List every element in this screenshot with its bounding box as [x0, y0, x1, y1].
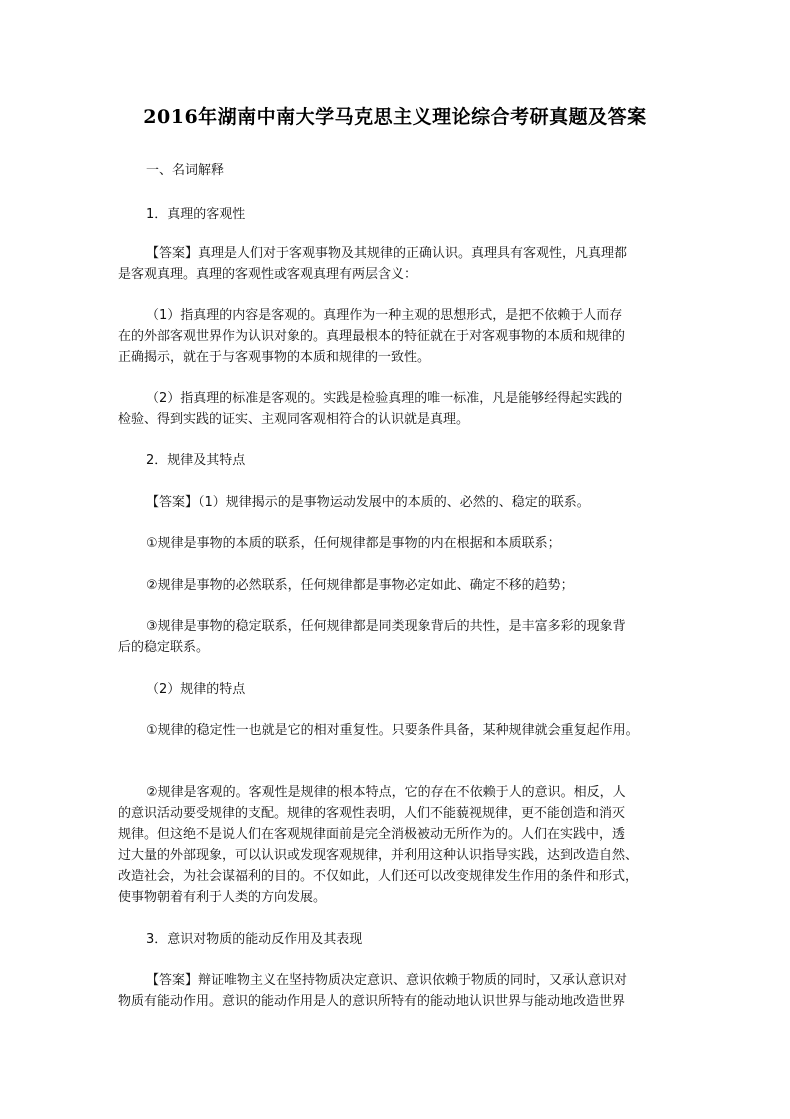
- text-line: 规律。但这绝不是说人们在客观规律面前是完全消极被动无所作为的。人们在实践中，透: [118, 827, 626, 842]
- question-1-heading: 1．真理的客观性: [146, 207, 246, 222]
- text-line: 改造社会，为社会谋福利的目的。不仅如此，人们还可以改变规律发生作用的条件和形式，: [118, 869, 639, 884]
- text-line: 正确揭示，就在于与客观事物的本质和规律的一致性。: [118, 350, 431, 365]
- text-line: 检验、得到实践的证实、主观同客观相符合的认识就是真理。: [118, 412, 470, 427]
- document-title: 2016年湖南中南大学马克思主义理论综合考研真题及答案: [143, 106, 647, 128]
- question-1-point-2: [118, 388, 678, 430]
- text-line: 过大量的外部现象，可以认识或发现客观规律，并利用这种认识指导实践，达到改造自然、: [118, 848, 639, 863]
- question-2-heading: 2．规律及其特点: [146, 453, 246, 468]
- text-line: 的意识活动要受规律的支配。规律的客观性表明，人们不能藐视规律，更不能创造和消灭: [118, 806, 626, 821]
- text-line: 物质有能动作用。意识的能动作用是人的意识所特有的能动地认识世界与能动地改造世界: [118, 994, 626, 1009]
- question-1-answer: [118, 243, 678, 285]
- question-2-feature-1: ①规律的稳定性一也就是它的相对重复性。只要条件具备，某种规律就会重复起作用。: [146, 723, 639, 738]
- text-line: 在的外部客观世界作为认识对象的。真理最根本的特征就在于对客观事物的本质和规律的: [118, 329, 626, 344]
- question-2-item-3: [118, 616, 678, 658]
- question-3-answer: [118, 970, 678, 1012]
- text-line: 使事物朝着有利于人类的方向发展。: [118, 890, 327, 905]
- question-2-feature-2: [118, 782, 678, 908]
- text-line: ③规律是事物的稳定联系，任何规律都是同类现象背后的共性，是丰富多彩的现象背: [146, 619, 626, 634]
- question-2-sub-heading: （2）规律的特点: [146, 682, 246, 697]
- question-3-heading: 3．意识对物质的能动反作用及其表现: [146, 932, 363, 947]
- text-line: 【答案】辩证唯物主义在坚持物质决定意识、意识依赖于物质的同时，又承认意识对: [146, 973, 628, 988]
- text-line: 是客观真理。真理的客观性或客观真理有两层含义：: [118, 267, 418, 282]
- question-2-item-2: ②规律是事物的必然联系，任何规律都是事物必定如此、确定不移的趋势；: [146, 578, 574, 593]
- text-line: 后的稳定联系。: [118, 640, 210, 655]
- question-2-item-1: ①规律是事物的本质的联系，任何规律都是事物的内在根据和本质联系；: [146, 536, 561, 551]
- text-line: 【答案】真理是人们对于客观事物及其规律的正确认识。真理具有客观性，凡真理都: [146, 246, 628, 261]
- section-heading-terms: 一、名词解释: [146, 163, 225, 178]
- text-line: （2）指真理的标准是客观的。实践是检验真理的唯一标准，凡是能够经得起实践的: [146, 391, 623, 406]
- question-2-answer: 【答案】（1）规律揭示的是事物运动发展中的本质的、必然的、稳定的联系。: [146, 495, 590, 510]
- question-1-point-1: [118, 305, 678, 368]
- text-line: ②规律是客观的。客观性是规律的根本特点，它的存在不依赖于人的意识。相反，人: [146, 785, 626, 800]
- text-line: （1）指真理的内容是客观的。真理作为一种主观的思想形式，是把不依赖于人而存: [146, 308, 623, 323]
